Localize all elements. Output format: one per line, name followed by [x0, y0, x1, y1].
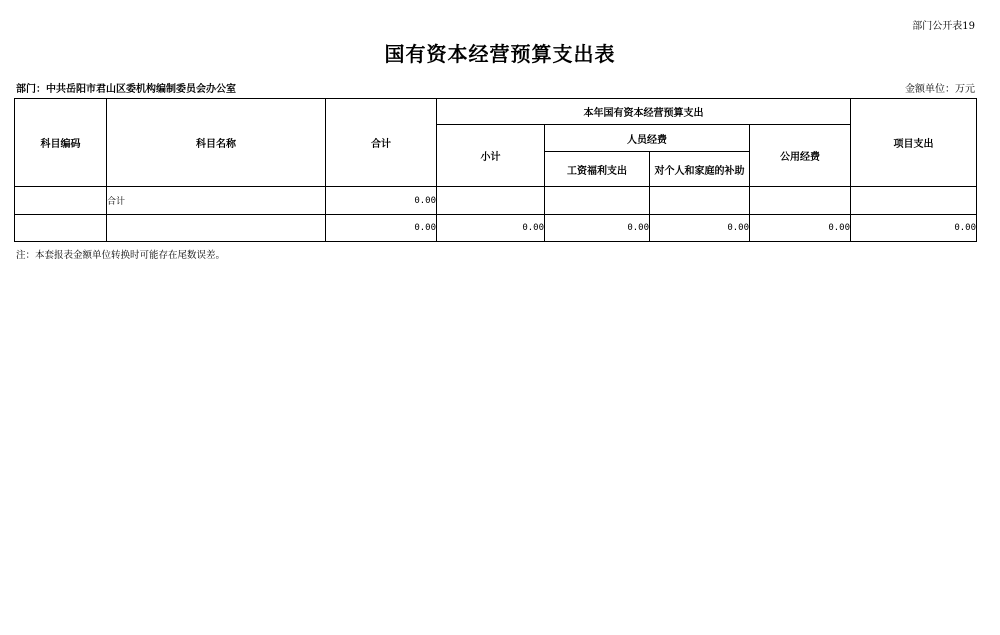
cell-public — [750, 187, 851, 215]
header-current-year: 本年国有资本经营预算支出 — [437, 99, 851, 125]
cell-wages: 0.00 — [545, 215, 650, 242]
header-project: 项目支出 — [851, 99, 977, 187]
header-subtotal: 小计 — [437, 125, 545, 187]
cell-code — [15, 215, 107, 242]
cell-wages — [545, 187, 650, 215]
cell-total: 0.00 — [326, 187, 437, 215]
header-code: 科目编码 — [15, 99, 107, 187]
page-title: 国有资本经营预算支出表 — [384, 42, 616, 66]
footnote: 注：本套报表金额单位转换时可能存在尾数误差。 — [16, 250, 226, 261]
cell-code — [15, 187, 107, 215]
header-wages: 工资福利支出 — [545, 152, 650, 187]
cell-subtotal — [437, 187, 545, 215]
cell-project — [851, 187, 977, 215]
table-row — [15, 187, 977, 215]
cell-project: 0.00 — [851, 215, 977, 242]
cell-subtotal: 0.00 — [437, 215, 545, 242]
form-number: 部门公开表19 — [912, 21, 975, 32]
header-personnel: 人员经费 — [545, 125, 750, 152]
budget-table — [14, 98, 977, 242]
cell-subsidies — [650, 187, 750, 215]
amount-unit: 金额单位：万元 — [905, 84, 975, 95]
table-row — [15, 215, 977, 242]
header-public: 公用经费 — [750, 125, 851, 187]
department-label: 部门：中共岳阳市君山区委机构编制委员会办公室 — [16, 84, 236, 95]
cell-name — [107, 215, 326, 242]
header-subsidies: 对个人和家庭的补助 — [650, 152, 750, 187]
cell-total: 0.00 — [326, 215, 437, 242]
header-total: 合计 — [326, 99, 437, 187]
cell-subsidies: 0.00 — [650, 215, 750, 242]
cell-public: 0.00 — [750, 215, 851, 242]
header-name: 科目名称 — [107, 99, 326, 187]
cell-name: 合计 — [107, 187, 326, 215]
